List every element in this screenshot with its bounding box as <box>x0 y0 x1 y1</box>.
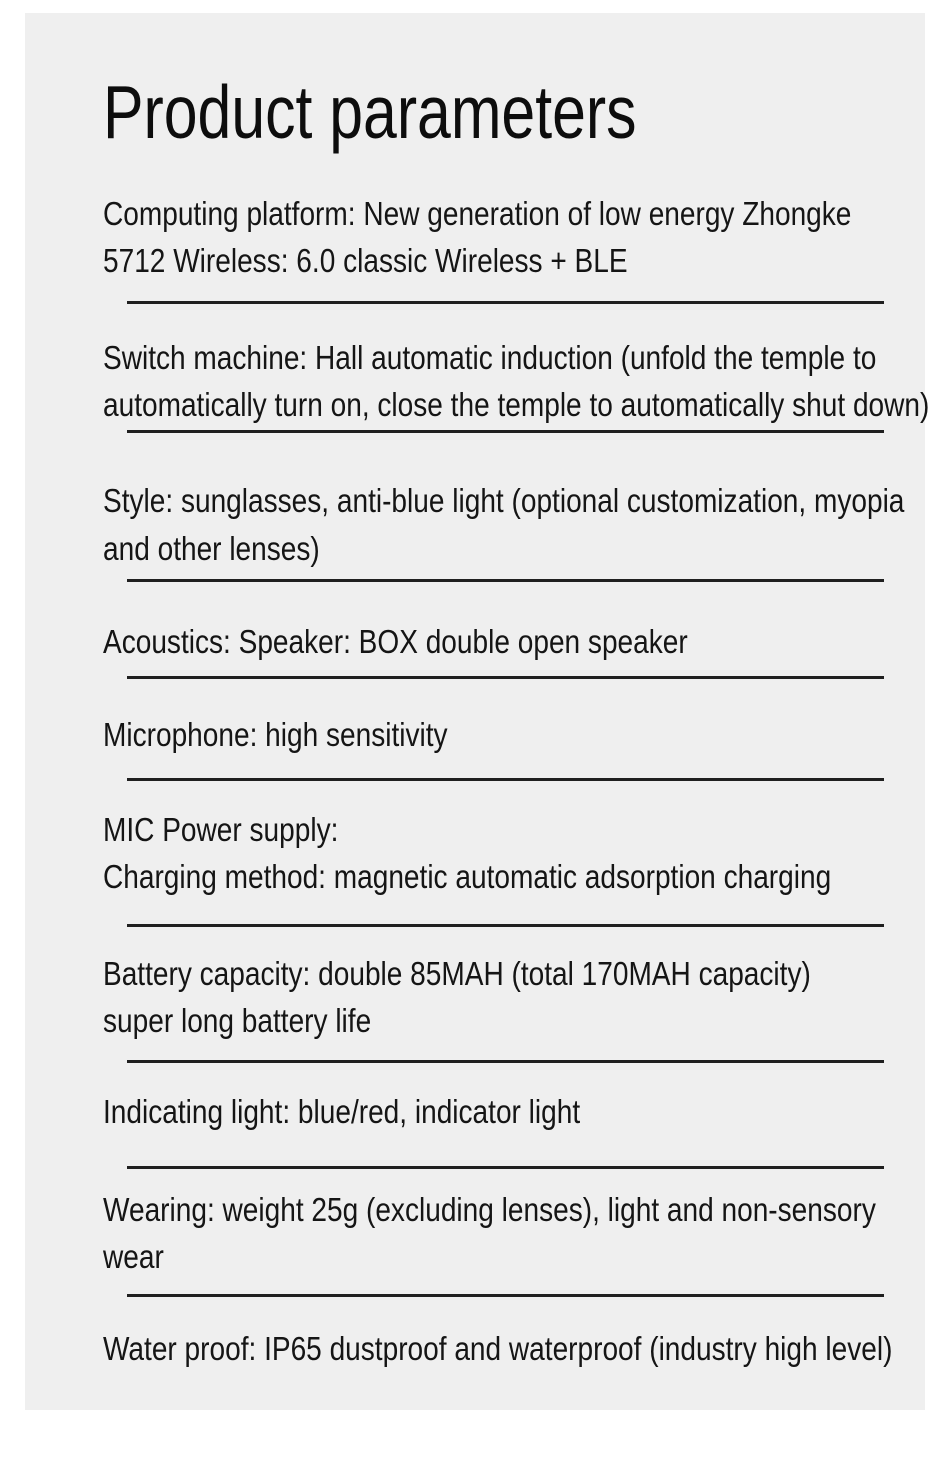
divider <box>127 1060 884 1063</box>
divider <box>127 676 884 679</box>
spec-computing-platform-line-1: Computing platform: New generation of low energy Zhongke <box>103 195 852 232</box>
divider <box>127 924 884 927</box>
spec-switch-machine-line-2: automatically turn on, close the temple to automatically shut down) <box>103 386 930 423</box>
spec-computing-platform-line-2: 5712 Wireless: 6.0 classic Wireless + BLE <box>103 242 628 279</box>
spec-switch-machine-line-1: Switch machine: Hall automatic induction (unfold the temple to <box>103 339 877 376</box>
spec-acoustics-line-1: Acoustics: Speaker: BOX double open speaker <box>103 623 688 660</box>
spec-power-supply-line-1: MIC Power supply: <box>103 811 339 848</box>
divider <box>127 579 884 582</box>
spec-battery-capacity-line-2: super long battery life <box>103 1002 372 1039</box>
spec-water-proof-line-1: Water proof: IP65 dustproof and waterproof (industry high level) <box>103 1330 893 1367</box>
divider <box>127 301 884 304</box>
spec-battery-capacity-line-1: Battery capacity: double 85MAH (total 170MAH capacity) <box>103 955 811 992</box>
page-title: Product parameters <box>103 70 637 154</box>
spec-indicating-light-line-1: Indicating light: blue/red, indicator light <box>103 1093 581 1130</box>
divider <box>127 1294 884 1297</box>
parameters-panel <box>25 13 930 1410</box>
spec-style-line-2: and other lenses) <box>103 530 320 567</box>
divider <box>127 778 884 781</box>
spec-power-supply-line-2: Charging method: magnetic automatic adsorption charging <box>103 858 832 895</box>
divider <box>127 1166 884 1169</box>
spec-wearing-line-2: wear <box>103 1238 164 1275</box>
divider <box>127 430 884 433</box>
spec-wearing-line-1: Wearing: weight 25g (excluding lenses), light and non-sensory <box>103 1191 876 1228</box>
spec-style-line-1: Style: sunglasses, anti-blue light (optional customization, myopia <box>103 482 905 519</box>
spec-microphone-line-1: Microphone: high sensitivity <box>103 716 448 753</box>
